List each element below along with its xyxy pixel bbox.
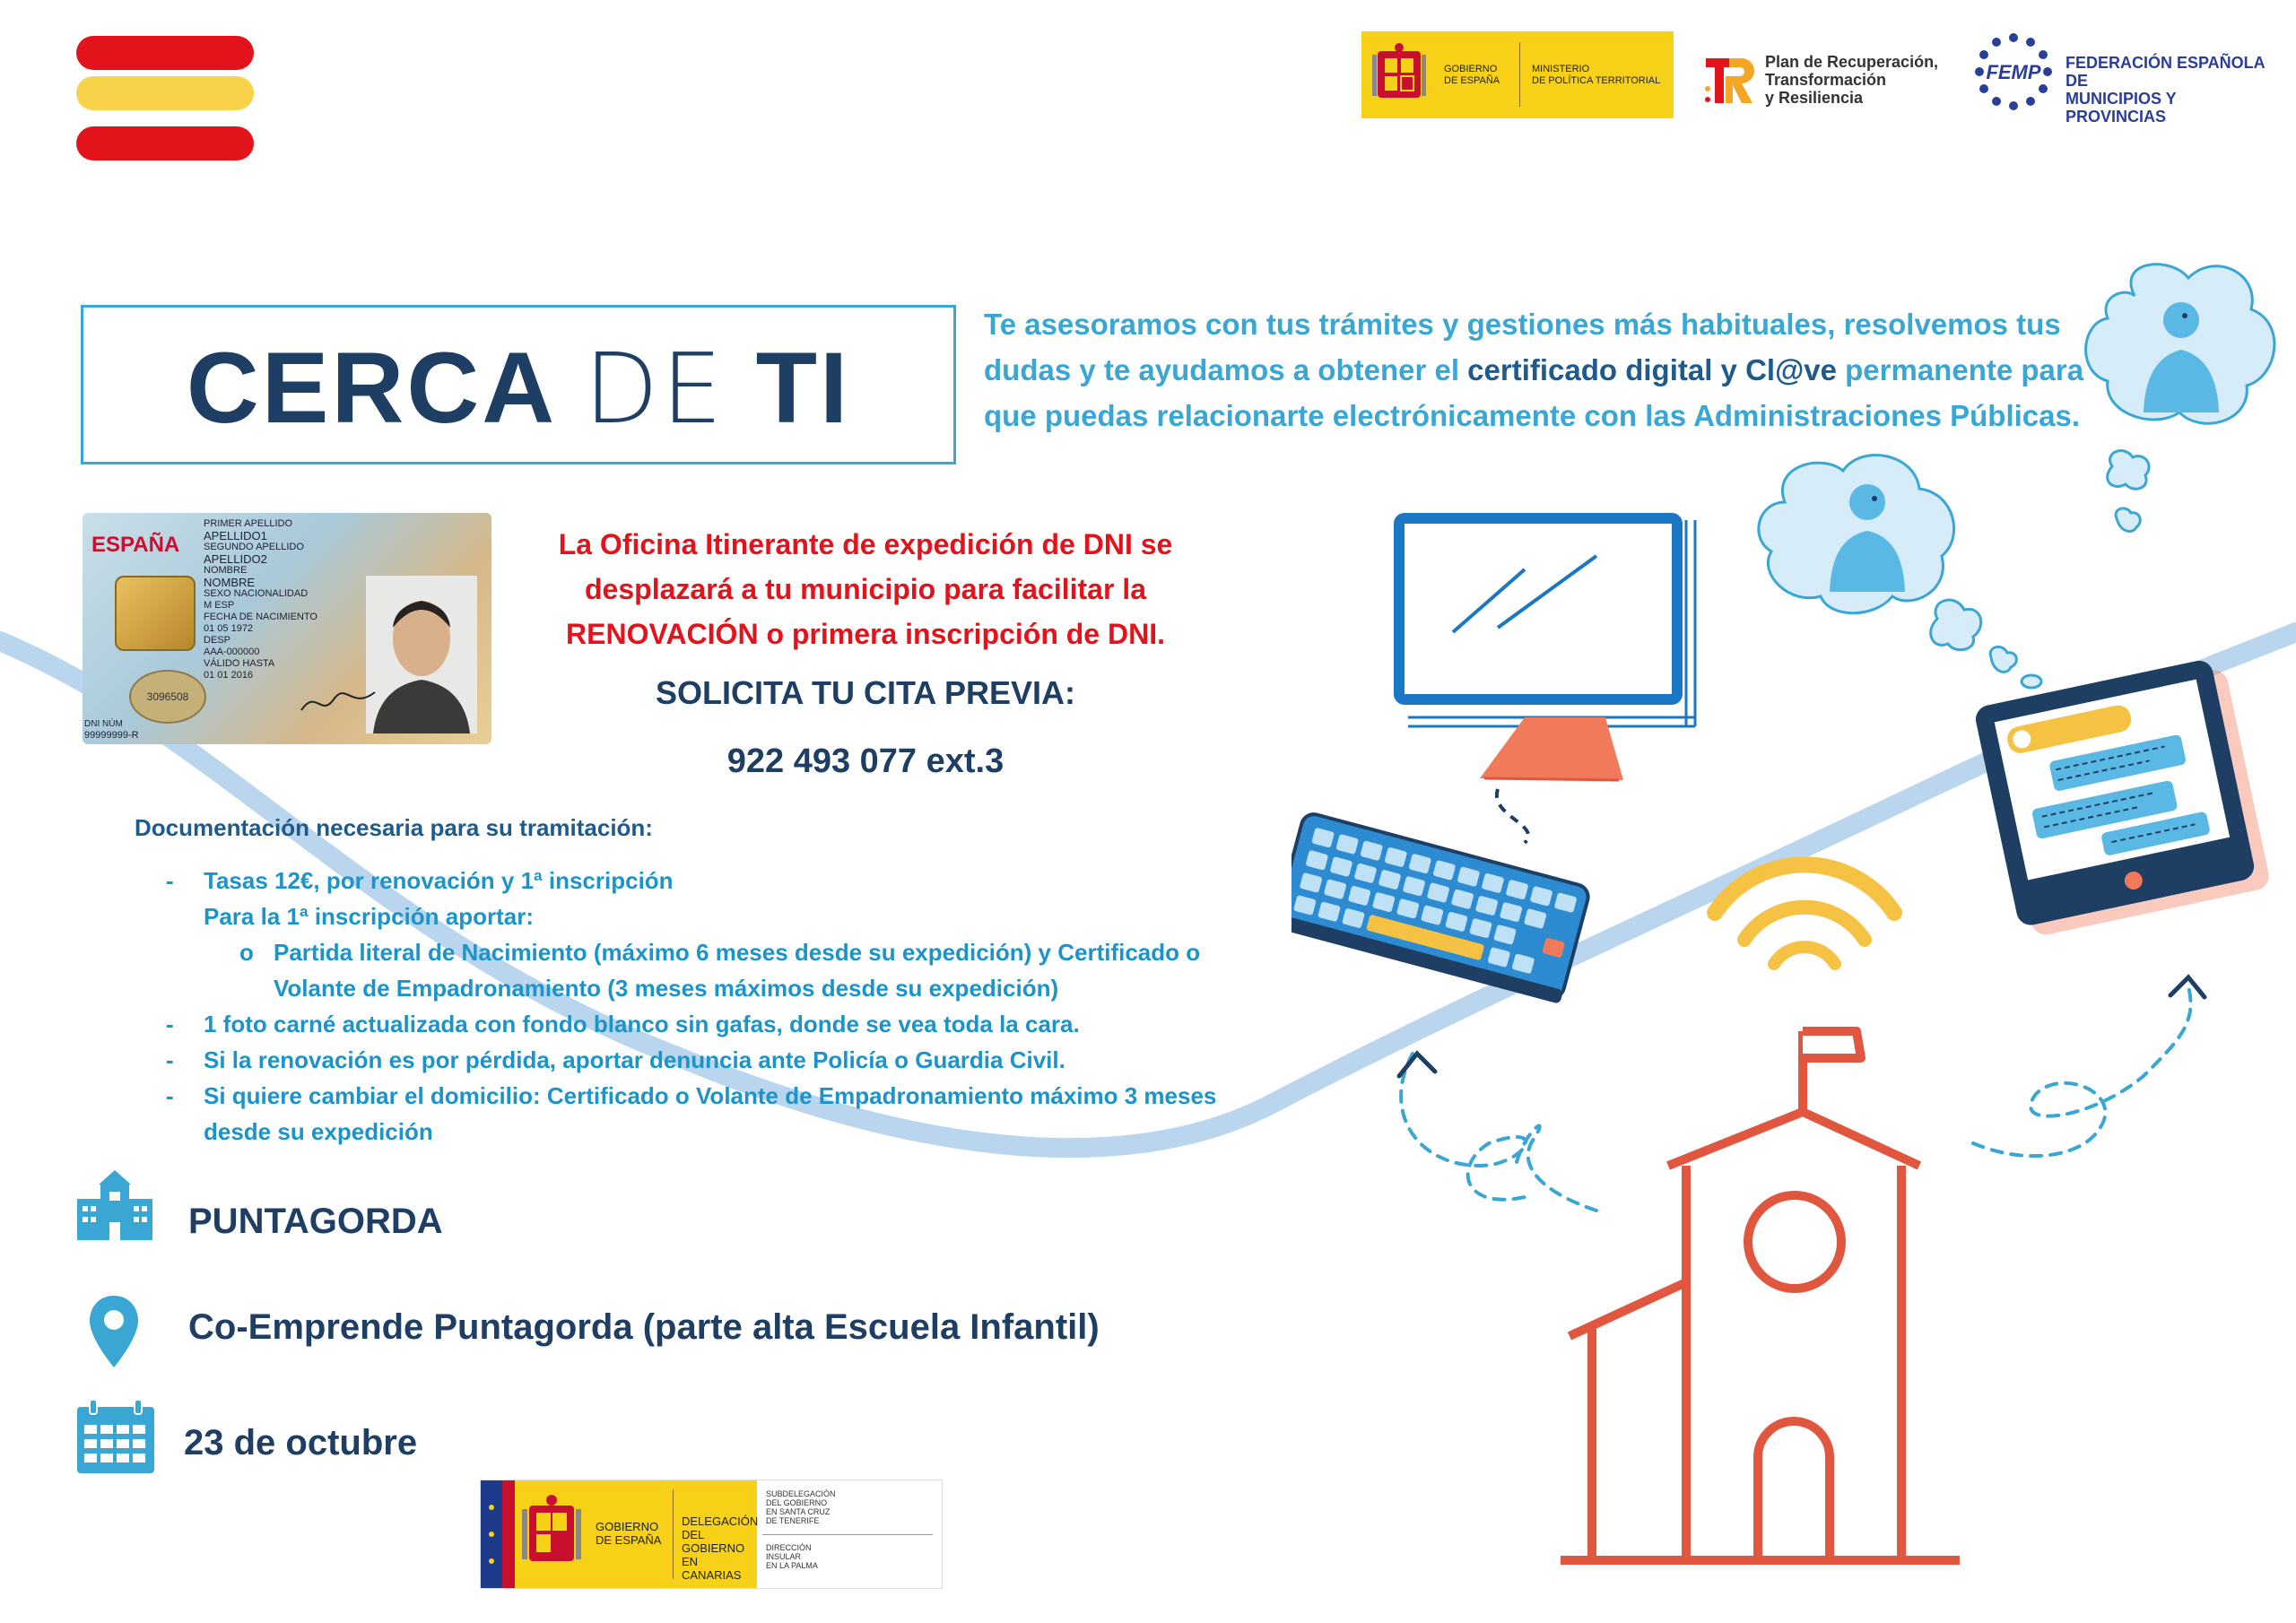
phone-number[interactable]: 922 493 077 ext.3 [726,742,1004,780]
gov-yellow-band [515,1480,757,1588]
delegacion-gobierno-logo [480,1480,943,1589]
dni-fields: PRIMER APELLIDO APELLIDO1 SEGUNDO APELLIDO APELLIDO2 NOMBRE NOMBRE SEXO NACIONALIDAD M ESP FECHA DE NACIMIENTO 01 05 1972 DESP AAA-000000 VÁLIDO HASTA 01 01 2016 [204,518,317,681]
documentation-title: Documentación necesaria para su tramitación: [135,814,653,841]
list-item: - Si la renovación es por pérdida, aportar denuncia ante Policía o Guardia Civil. [166,1046,1065,1073]
tablet-illustration [1973,655,2272,940]
location-name: Co-Emprende Puntagorda (parte alta Escuela Infantil) [188,1307,1100,1347]
eu-stripe [481,1480,502,1588]
dni-office-notice: La Oficina Itinerante de expedición de DNI se desplazará a tu municipio para facilitar la RENOVACIÓN o primera inscripción de DNI. [558,528,1173,650]
monitor-illustration [1399,518,1695,780]
keyboard-illustration [1292,812,1591,1004]
location-pin-icon [88,1294,140,1369]
prtr-text: Plan de Recuperación, Transformación y Resiliencia [1765,53,1939,107]
cita-previa-heading: SOLICITA TU CITA PREVIA: [656,674,1075,711]
list-item: - Si quiere cambiar el domicilio: Certificado o Volante de Empadronamiento máximo 3 meses desde su expedición [166,1082,1217,1145]
documentation-list [166,863,1269,1150]
list-item: - Tasas 12€, por renovación y 1ª inscripción [166,867,674,894]
list-item-bullet: o Partida literal de Nacimiento (máximo 6 meses desde su expedición) y Certificado o Volante de Empadronamiento (3 meses máximos desde su expedición) [239,939,1201,1002]
ministerio-text: MINISTERIO DE POLÍTICA TERRITORIAL [1532,64,1661,86]
delegacion-text: DELEGACIÓN DEL GOBIERNO EN CANARIAS [682,1515,759,1582]
dni-number: 99999999-R [84,730,139,741]
cloud-dot [2108,451,2149,490]
cloud-dot [2116,508,2140,532]
red-stripe [502,1480,515,1588]
cloud-dot [1990,647,2016,672]
dni-number-label: DNI NÚM [84,719,123,729]
gobierno-text: GOBIERNO DE ESPAÑA [1444,64,1500,86]
logo-divider [762,1534,933,1535]
dni-country: ESPAÑA [91,533,180,557]
cloud-dot [2022,675,2041,688]
signature-icon [298,683,378,719]
logo-divider [673,1489,674,1579]
building-icon [74,1168,156,1242]
dashed-arrows [1401,986,2190,1211]
femp-text: FEDERACIÓN ESPAÑOLA DE MUNICIPIOS Y PROVINCIAS [2066,54,2266,126]
eu-stars-icon [481,1480,502,1588]
chip-icon [115,576,196,651]
list-item: - 1 foto carné actualizada con fondo blanco sin gafas, donde se vea toda la cara. [166,1011,1080,1037]
cable-dashed [1497,789,1528,843]
page-title: CERCA DE TI [186,332,851,446]
direccion-insular-text: DIRECCIÓN INSULAR EN LA PALMA [766,1543,818,1570]
event-date: 23 de octubre [184,1423,418,1462]
coat-of-arms-icon [522,1493,581,1574]
dni-seal: 3096508 [129,670,206,724]
intro-paragraph: Te asesoramos con tus trámites y gestiones más habituales, resolvemos tus dudas y te ayudamos a obtener el certificado digital y Cl@ve permanente para que puedas relacionarte electrónicamente con las Administraciones Públicas. [984,308,2084,432]
thought-cloud-large [2086,265,2274,424]
dni-card-image [83,513,491,744]
school-illustration [1561,1031,1960,1560]
subdelegacion-text: SUBDELEGACIÓN DEL GOBIERNO EN SANTA CRUZ DE TENERIFE [766,1489,836,1525]
thought-cloud-medium [1759,456,1954,613]
calendar-icon [75,1398,156,1475]
municipality-name: PUNTAGORDA [188,1202,443,1241]
svg-text:FEMP: FEMP [1986,61,2041,83]
title-box [81,305,956,464]
gobierno-text: GOBIERNO DE ESPAÑA [596,1520,662,1547]
illustration [1292,260,2296,1587]
portrait-photo [366,576,477,733]
list-item-sub: Para la 1ª inscripción aportar: [204,903,534,930]
wifi-icon [1715,864,1894,964]
cloud-dot [1931,600,1981,650]
